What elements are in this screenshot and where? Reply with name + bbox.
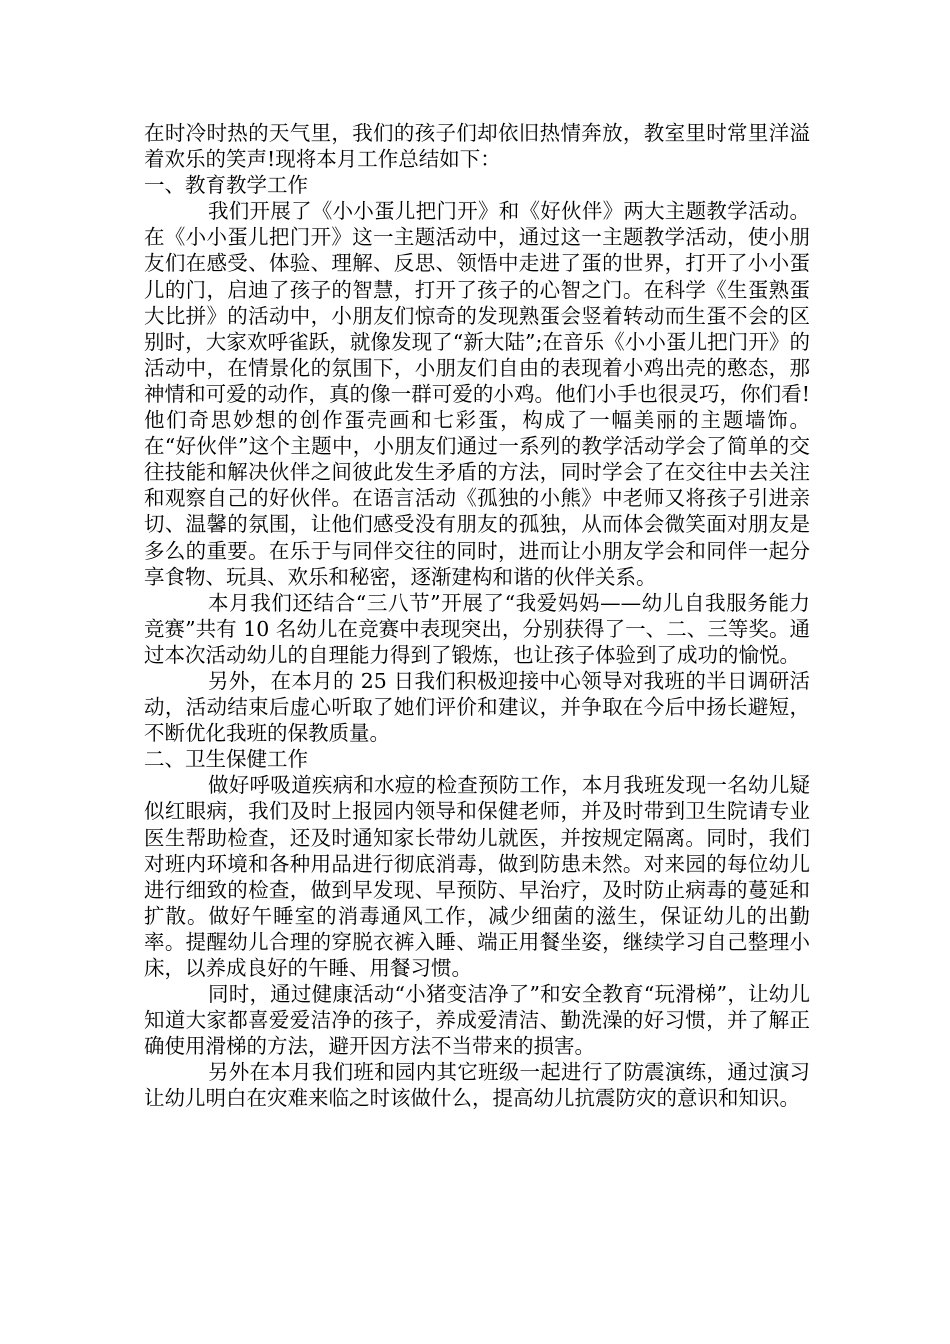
body-paragraph-earthquake-drill: 另外在本月我们班和园内其它班级一起进行了防震演练，通过演习让幼儿明白在灾难来临之时该做什么，提高幼儿抗震防灾的意识和知识。 <box>144 1060 810 1111</box>
body-paragraph-themes: 我们开展了《小小蛋儿把门开》和《好伙伴》两大主题教学活动。在《小小蛋儿把门开》这一主题活动中，通过这一主题教学活动，使小朋友们在感受、体验、理解、反思、领悟中走进了蛋的世界，打开了小小蛋儿的门，启迪了孩子的智慧，打开了孩子的心智之门。在科学《生蛋熟蛋大比拼》的活动中，小朋友们惊奇的发现熟蛋会竖着转动而生蛋不会的区别时，大家欢呼雀跃，就像发现了“新大陆”;在音乐《小小蛋儿把门开》的活动中，在情景化的氛围下，小朋友们自由的表现着小鸡出壳的憨态，那神情和可爱的动作，真的像一群可爱的小鸡。他们小手也很灵巧，你们看!他们奇思妙想的创作蛋壳画和七彩蛋，构成了一幅美丽的主题墙饰。在“好伙伴”这个主题中，小朋友们通过一系列的教学活动学会了简单的交往技能和解决伙伴之间彼此发生矛盾的方法，同时学会了在交往中去关注和观察自己的好伙伴。在语言活动《孤独的小熊》中老师又将孩子引进亲切、温馨的氛围，让他们感受没有朋友的孤独，从而体会微笑面对朋友是多么的重要。在乐于与同伴交往的同时，进而让小朋友学会和同伴一起分享食物、玩具、欢乐和秘密，逐渐建构和谐的伙伴关系。 <box>144 199 810 589</box>
section-heading-health: 二、卫生保健工作 <box>144 747 308 772</box>
document-page <box>144 120 810 1112</box>
body-paragraph-safety-education: 同时，通过健康活动“小猪变洁净了”和安全教育“玩滑梯”，让幼儿知道大家都喜爱爱洁净的孩子，养成爱清洁、勤洗澡的好习惯，并了解正确使用滑梯的方法，避开因方法不当带来的损害。 <box>144 982 810 1059</box>
section-heading-education: 一、教育教学工作 <box>144 173 308 198</box>
body-paragraph-disease-prevention: 做好呼吸道疾病和水痘的检查预防工作，本月我班发现一名幼儿疑似红眼病，我们及时上报园内领导和保健老师，并及时带到卫生院请专业医生帮助检查，还及时通知家长带幼儿就医，并按规定隔离。同时，我们对班内环境和各种用品进行彻底消毒，做到防患未然。对来园的每位幼儿进行细致的检查，做到早发现、早预防、早治疗，及时防止病毒的蔓延和扩散。做好午睡室的消毒通风工作，减少细菌的滋生，保证幼儿的出勤率。提醒幼儿合理的穿脱衣裤入睡、端正用餐坐姿，继续学习自己整理小床，以养成良好的午睡、用餐习惯。 <box>144 773 810 980</box>
intro-paragraph: 在时冷时热的天气里，我们的孩子们却依旧热情奔放，教室里时常里洋溢着欢乐的笑声!现将本月工作总结如下： <box>144 121 810 172</box>
body-paragraph-inspection: 另外，在本月的 25 日我们积极迎接中心领导对我班的半日调研活动，活动结束后虚心听取了她们评价和建议，并争取在今后中扬长避短，不断优化我班的保教质量。 <box>144 668 810 746</box>
body-paragraph-competition: 本月我们还结合“三八节”开展了“我爱妈妈——幼儿自我服务能力竞赛”共有 10 名幼儿在竞赛中表现突出，分别获得了一、二、三等奖。通过本次活动幼儿的自理能力得到了锻炼，也让孩子体验到了成功的愉悦。 <box>144 590 810 667</box>
